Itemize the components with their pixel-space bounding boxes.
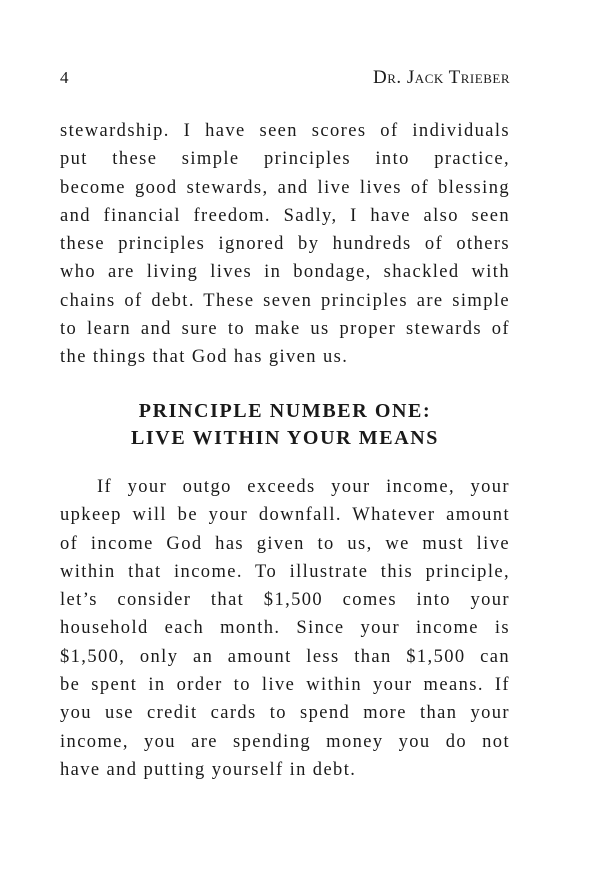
text-line: put these simple principles into practice, — [60, 149, 510, 170]
text-line: you use credit cards to spend more than your — [60, 703, 510, 724]
paragraph-intro — [60, 117, 510, 372]
running-head-author: Dr. Jack Trieber — [373, 67, 510, 88]
text-line: the things that God has given us. — [60, 347, 349, 368]
text-line: to learn and sure to make us proper stewards of — [60, 319, 510, 340]
text-line: within that income. To illustrate this principle, — [60, 561, 510, 582]
text-line: become good stewards, and live lives of blessing — [60, 177, 510, 198]
paragraph-principle-one — [60, 473, 510, 784]
text-line: have and putting yourself in debt. — [60, 759, 357, 780]
text-line: household each month. Since your income is — [60, 618, 510, 639]
text-line: these principles ignored by hundreds of others — [60, 234, 510, 255]
heading-line-2: LIVE WITHIN YOUR MEANS — [130, 427, 440, 449]
text-line: $1,500, only an amount less than $1,500 can — [60, 646, 510, 667]
text-line: chains of debt. These seven principles are simple — [60, 290, 510, 311]
text-line: and financial freedom. Sadly, I have also seen — [60, 205, 510, 226]
page-number: 4 — [60, 68, 69, 87]
text-line: be spent in order to live within your means. If — [60, 675, 510, 696]
section-heading — [60, 398, 510, 452]
heading-line-1: PRINCIPLE NUMBER ONE: — [138, 400, 432, 422]
text-line: let’s consider that $1,500 comes into your — [60, 590, 510, 611]
text-line: stewardship. I have seen scores of individuals — [60, 121, 510, 141]
text-line: who are living lives in bondage, shackled with — [60, 262, 510, 283]
text-line: income, you are spending money you do not — [60, 731, 510, 752]
text-line: of income God has given to us, we must live — [60, 533, 510, 554]
text-line: upkeep will be your downfall. Whatever amount — [60, 505, 510, 526]
text-line: If your outgo exceeds your income, your — [97, 477, 510, 497]
page-header — [60, 66, 510, 90]
